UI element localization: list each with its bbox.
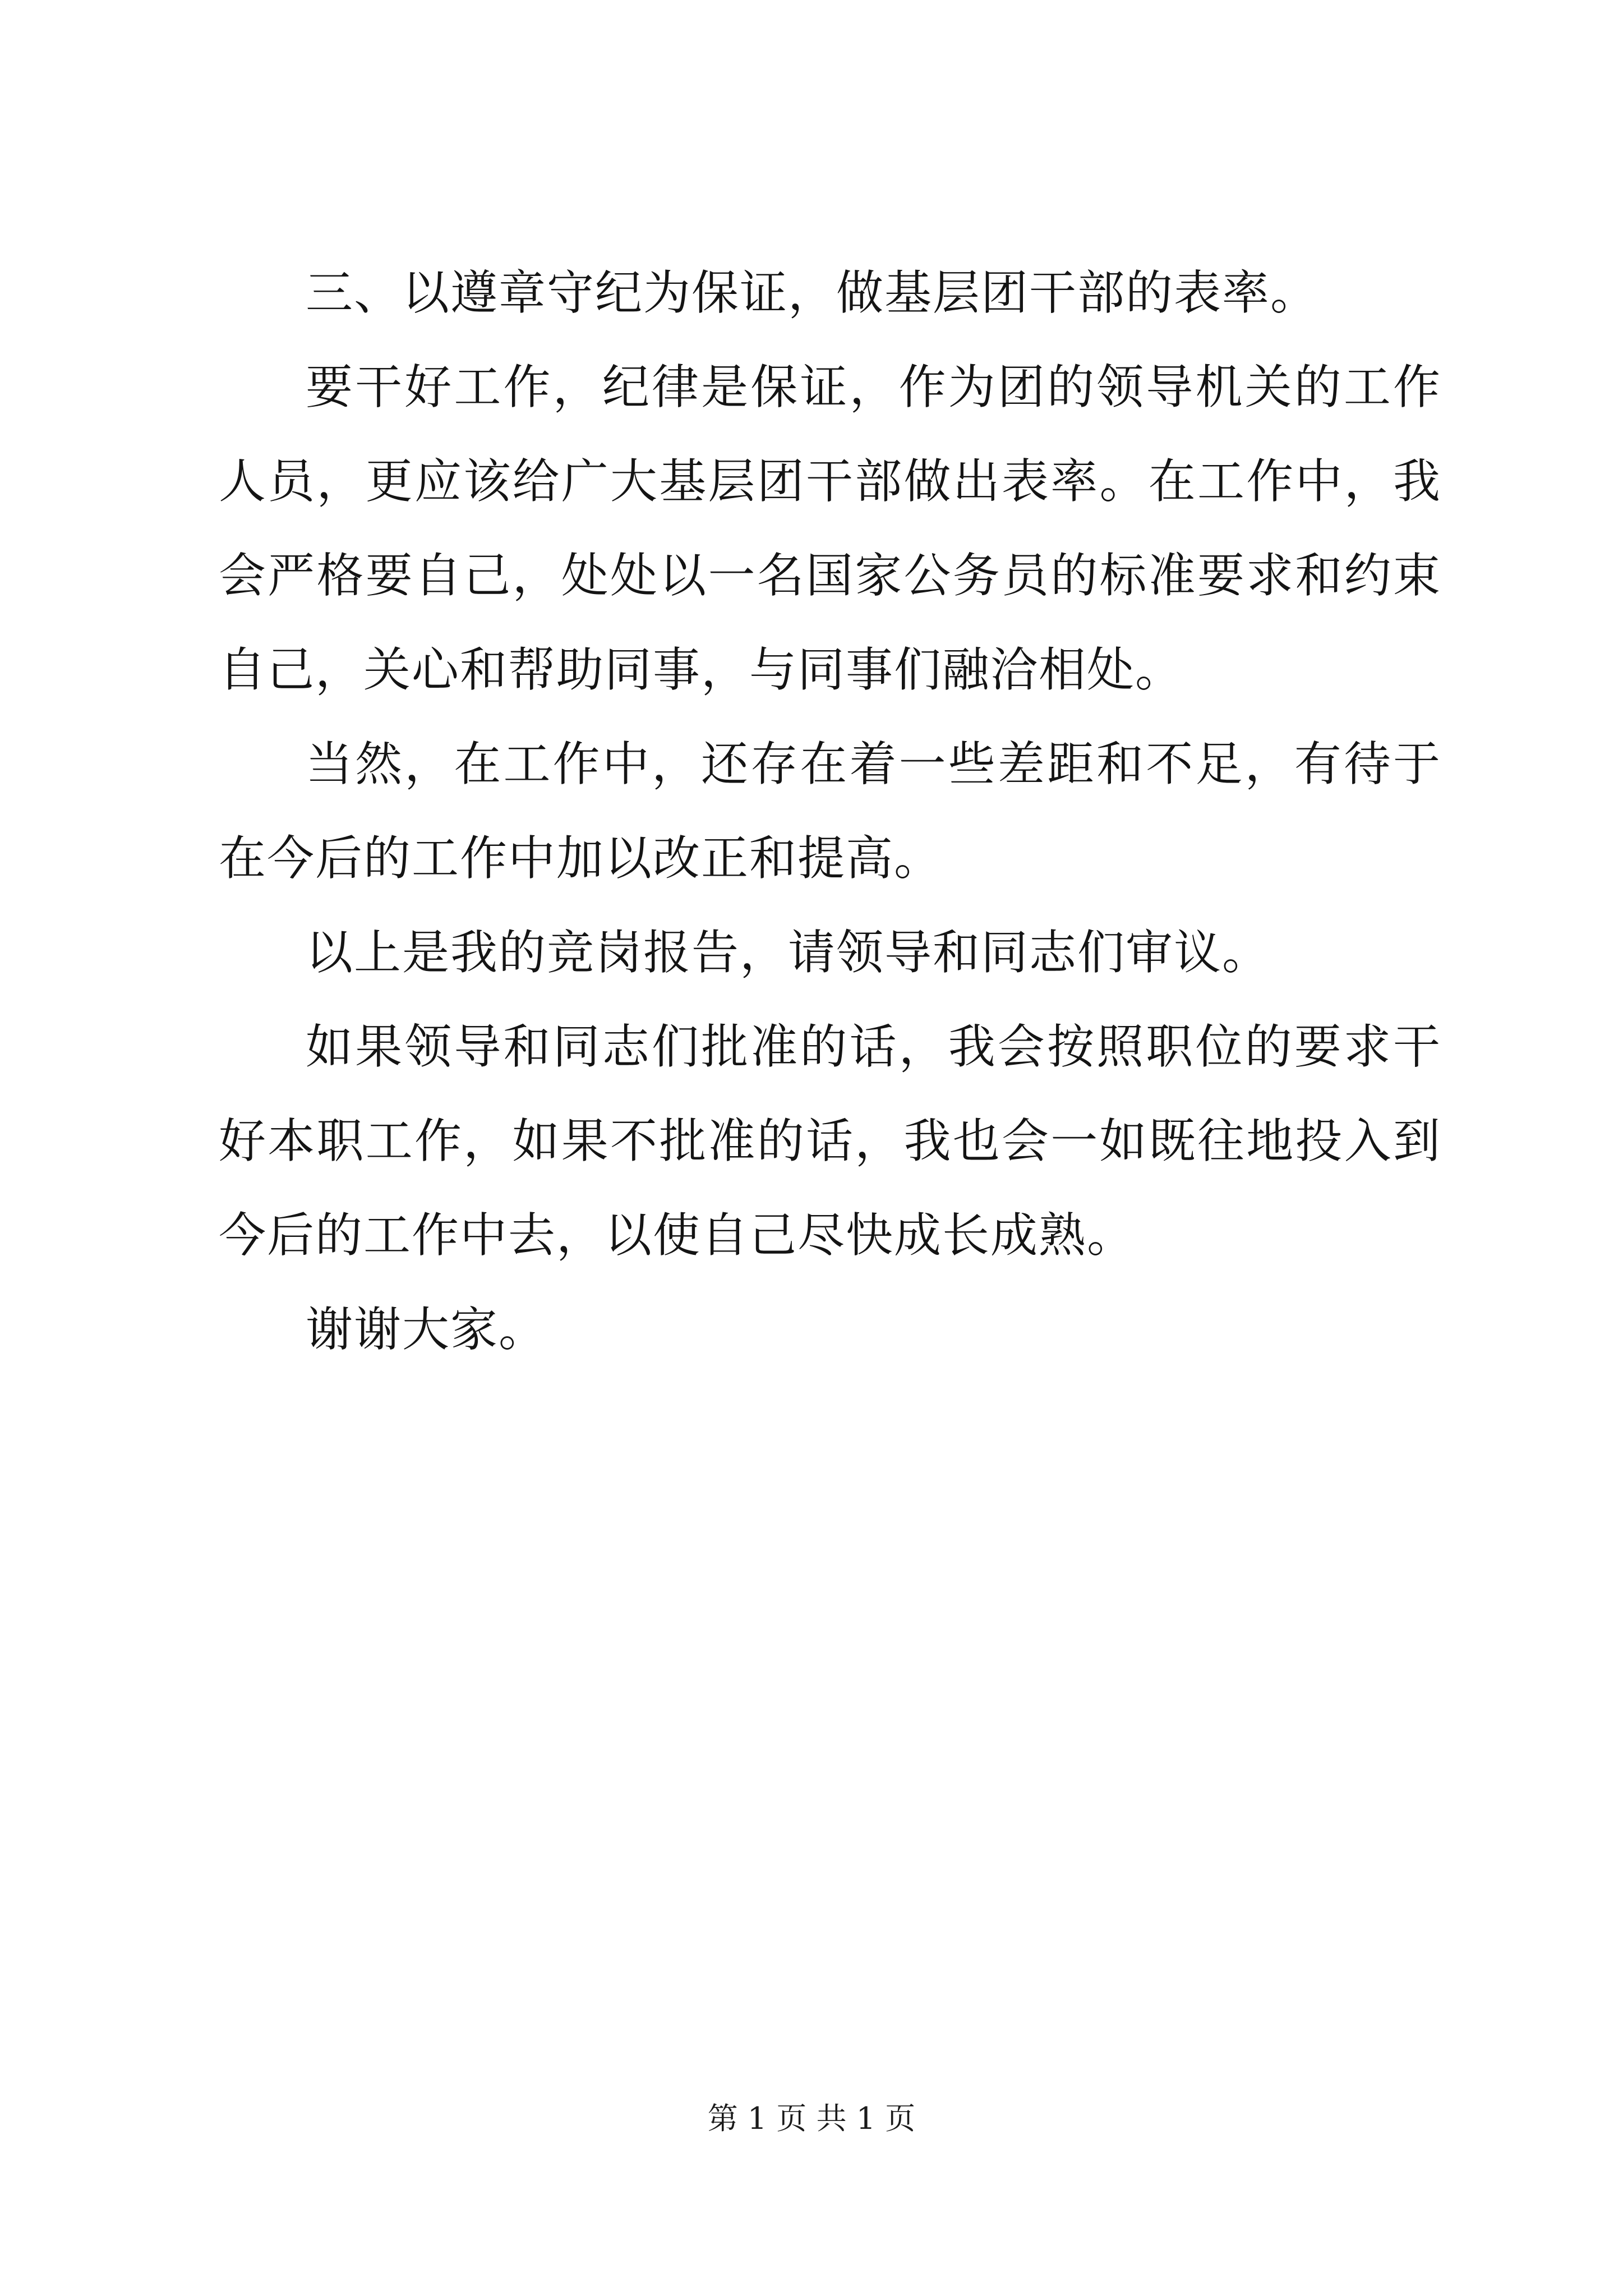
- paragraph-thanks: 谢谢大家。: [306, 1302, 547, 1357]
- document-body: [219, 246, 1441, 1377]
- section-heading: 三、以遵章守纪为保证，做基层团干部的表率。: [306, 265, 1319, 320]
- paragraph-report-review: 以上是我的竞岗报告，请领导和同志们审议。: [306, 925, 1271, 980]
- paragraph-discipline: 要干好工作，纪律是保证，作为团的领导机关的工作人员，更应该给广大基层团干部做出表率。在工作中，我会严格要自己，处处以一名国家公务员的标准要求和约束自己，关心和帮助同事，与同事们融洽相处。: [219, 360, 1441, 697]
- paragraph-shortcomings: 当然，在工作中，还存在着一些差距和不足，有待于在今后的工作中加以改正和提高。: [219, 737, 1441, 886]
- page-number-footer: 第 1 页 共 1 页: [707, 2101, 916, 2136]
- paragraph-approval: 如果领导和同志们批准的话，我会按照职位的要求干好本职工作，如果不批准的话，我也会一如既往地投入到今后的工作中去，以使自己尽快成长成熟。: [219, 1019, 1441, 1263]
